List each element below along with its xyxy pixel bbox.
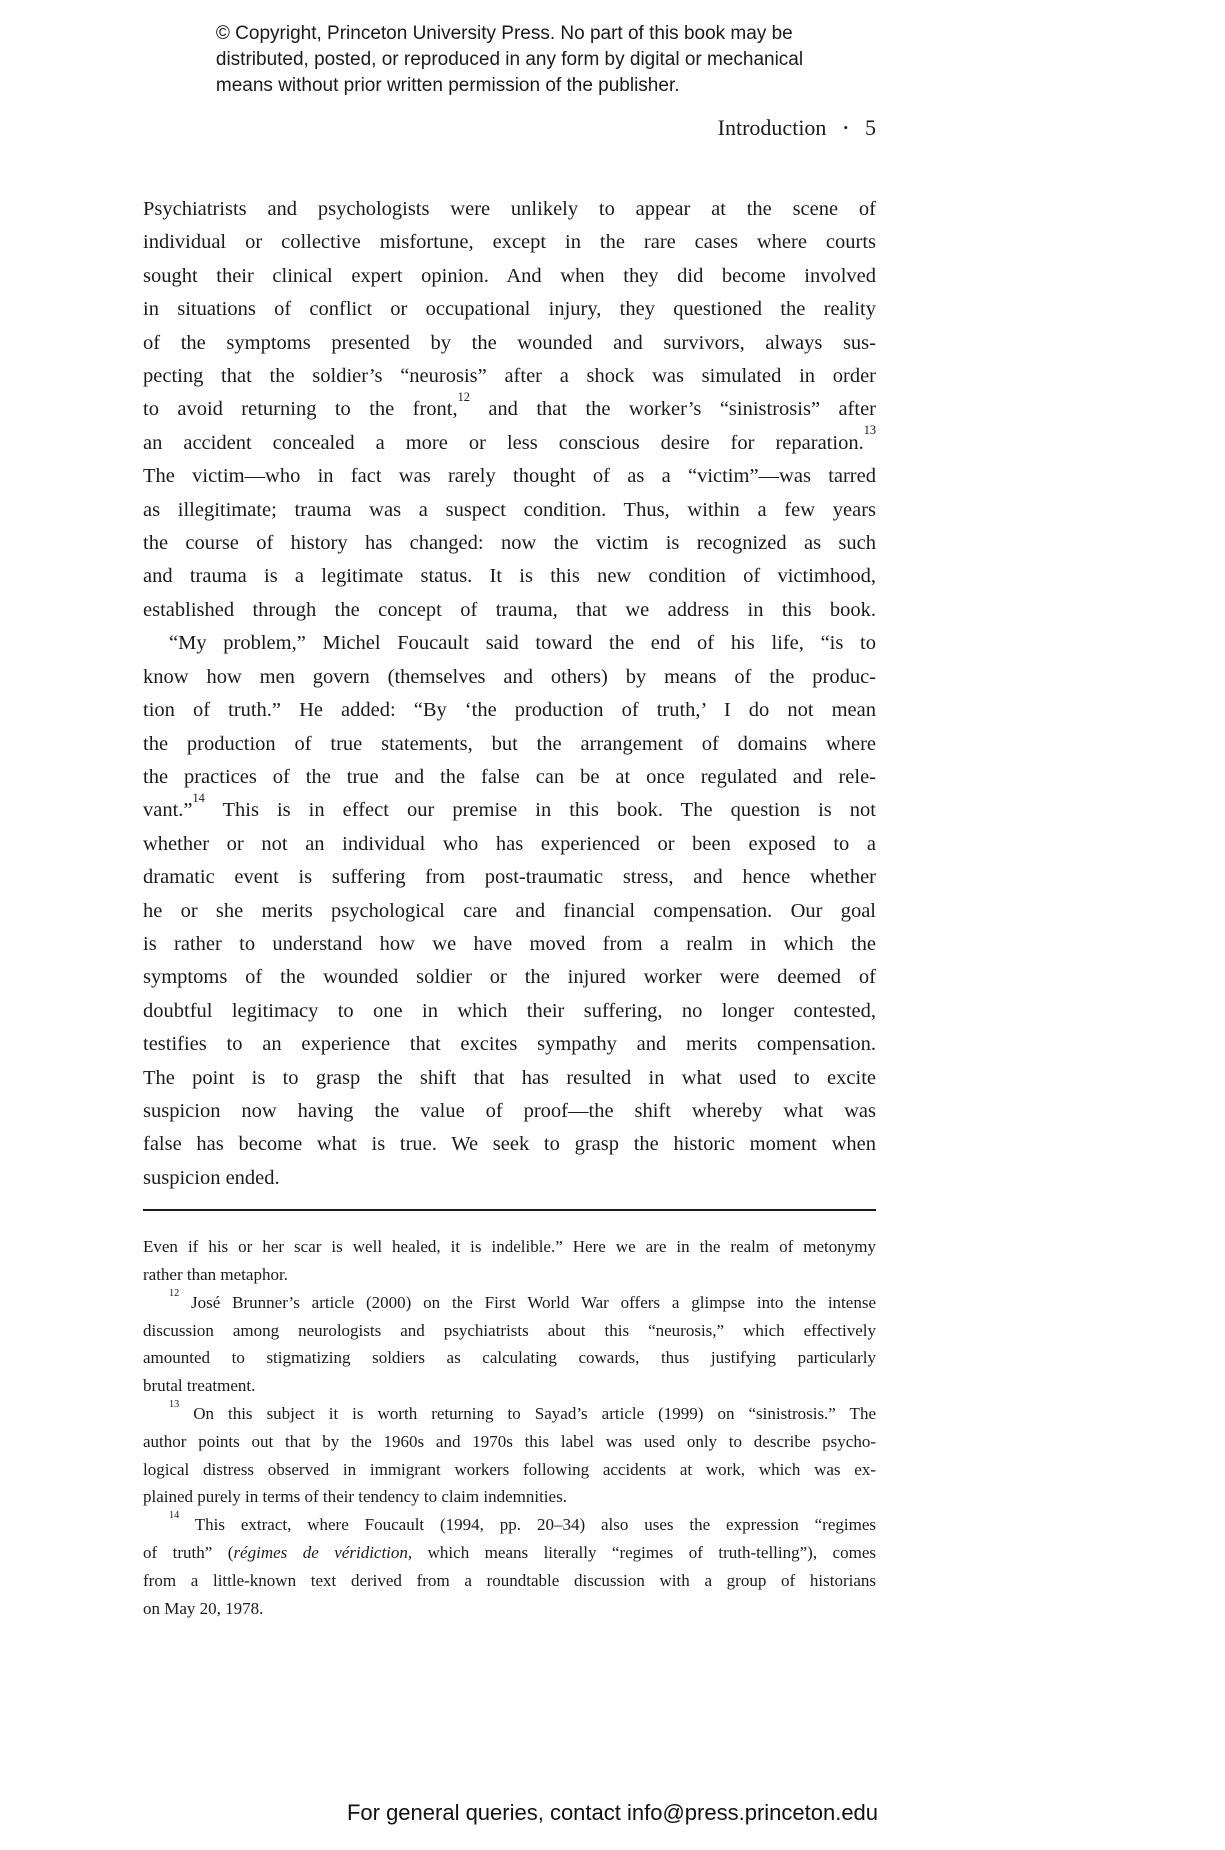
footnote-14 bbox=[143, 1511, 876, 1622]
text-run: author points out that by the 1960s and 1970s this label was used only to describe psycho- bbox=[143, 1431, 876, 1451]
text-run: suspicion ended. bbox=[143, 1166, 280, 1189]
text-run: an accident concealed a more or less conscious desire for reparation. bbox=[143, 431, 864, 454]
text-run: logical distress observed in immigrant workers following accidents at work, which was ex- bbox=[143, 1459, 876, 1479]
text-line bbox=[143, 1062, 876, 1095]
body-text bbox=[143, 193, 876, 1195]
text-line bbox=[143, 1261, 876, 1289]
text-line bbox=[143, 995, 876, 1028]
text-run: individual or collective misfortune, except in the rare cases where courts bbox=[143, 231, 876, 254]
text-line bbox=[143, 790, 876, 827]
footnote-ref: 13 bbox=[169, 1398, 180, 1410]
text-line bbox=[143, 694, 876, 727]
text-run: Psychiatrists and psychologists were unlikely to appear at the scene of bbox=[143, 198, 876, 220]
text-run: tion of truth.” He added: “By ‘the production of truth,’ I do not mean bbox=[143, 699, 876, 722]
text-line bbox=[143, 560, 876, 593]
footnotes-block bbox=[143, 1233, 876, 1622]
text-run: “My problem,” Michel Foucault said toward the end of his life, “is to bbox=[169, 632, 876, 655]
text-run: plained purely in terms of their tendency to claim indemnities. bbox=[143, 1487, 567, 1507]
section-title: Introduction bbox=[717, 114, 827, 140]
paragraph-2 bbox=[143, 627, 876, 1195]
text-line bbox=[143, 1539, 876, 1567]
text-line bbox=[143, 1128, 876, 1161]
text-column bbox=[143, 0, 876, 1622]
text-run: and trauma is a legitimate status. It is this new condition of victimhood, bbox=[143, 565, 876, 588]
text-line bbox=[143, 293, 876, 326]
italic-text: régimes de véridiction, bbox=[233, 1542, 413, 1562]
text-line bbox=[143, 389, 876, 426]
text-run: dramatic event is suffering from post-traumatic stress, and hence whether bbox=[143, 866, 876, 889]
text-line bbox=[143, 1233, 876, 1261]
footnote-separator-rule bbox=[143, 1209, 876, 1211]
text-line bbox=[143, 761, 876, 794]
text-run: pecting that the soldier’s “neurosis” after a shock was simulated in order bbox=[143, 365, 876, 388]
text-line bbox=[143, 1595, 876, 1623]
text-line bbox=[143, 1095, 876, 1128]
text-line bbox=[143, 1511, 876, 1539]
text-line bbox=[143, 594, 876, 627]
text-line bbox=[143, 1428, 876, 1456]
separator-bullet-icon: • bbox=[843, 120, 848, 135]
text-run: testifies to an experience that excites sympathy and merits compensation. bbox=[143, 1033, 876, 1056]
text-line bbox=[143, 1289, 876, 1317]
text-run: the practices of the true and the false can be at once regulated and rele- bbox=[143, 765, 876, 788]
text-run: the course of history has changed: now the victim is recognized as such bbox=[143, 532, 876, 555]
text-line bbox=[143, 961, 876, 994]
text-run: he or she merits psychological care and financial compensation. Our goal bbox=[143, 899, 876, 922]
text-run: know how men govern (themselves and others) by means of the produc- bbox=[143, 665, 876, 688]
text-run: This is in effect our premise in this book. The question is not bbox=[204, 799, 876, 822]
text-run: doubtful legitimacy to one in which their suffering, no longer contested, bbox=[143, 999, 876, 1022]
text-run: brutal treatment. bbox=[143, 1376, 256, 1396]
text-line bbox=[143, 360, 876, 393]
text-run: of truth” ( bbox=[143, 1542, 234, 1562]
text-line bbox=[143, 861, 876, 894]
text-run: symptoms of the wounded soldier or the injured worker were deemed of bbox=[143, 966, 876, 989]
text-run: Even if his or her scar is well healed, it is indelible.” Here we are in the realm of metonymy bbox=[143, 1237, 876, 1257]
text-line bbox=[143, 627, 876, 660]
text-line bbox=[143, 327, 876, 360]
text-run: from a little-known text derived from a roundtable discussion with a group of historians bbox=[143, 1570, 876, 1590]
footnote-ref: 13 bbox=[863, 423, 876, 438]
text-line bbox=[143, 193, 876, 226]
text-line bbox=[143, 1400, 876, 1428]
text-line bbox=[143, 1483, 876, 1511]
text-line bbox=[143, 1028, 876, 1061]
text-run: the production of true statements, but the arrangement of domains where bbox=[143, 732, 876, 755]
text-line bbox=[143, 1456, 876, 1484]
text-run: The victim—who in fact was rarely thought of as a “victim”—was tarred bbox=[143, 465, 876, 488]
paragraph-1 bbox=[143, 193, 876, 627]
page-number: 5 bbox=[865, 114, 876, 140]
text-line bbox=[143, 728, 876, 761]
text-run: José Brunner’s article (2000) on the First World War offers a glimpse into the intense bbox=[179, 1292, 876, 1312]
footnote-11-continuation bbox=[143, 1233, 876, 1289]
footnote-13 bbox=[143, 1400, 876, 1511]
text-line bbox=[143, 1317, 876, 1345]
running-header bbox=[143, 114, 876, 141]
text-line bbox=[143, 423, 876, 460]
footnote-ref: 14 bbox=[192, 790, 205, 805]
text-line bbox=[143, 661, 876, 694]
copyright-line: © Copyright, Princeton University Press. No part of this book may be bbox=[215, 23, 793, 44]
text-line bbox=[143, 260, 876, 293]
footnote-ref: 12 bbox=[169, 1287, 180, 1299]
text-run: vant.” bbox=[143, 799, 193, 822]
text-line bbox=[143, 895, 876, 928]
contact-line: For general queries, contact info@press.princeton.edu bbox=[346, 1800, 879, 1825]
text-line bbox=[143, 527, 876, 560]
copyright-line: distributed, posted, or reproduced in any form by digital or mechanical bbox=[215, 49, 804, 70]
copyright-line: means without prior written permission of the publisher. bbox=[215, 75, 680, 96]
text-line bbox=[143, 1372, 876, 1400]
text-run: false has become what is true. We seek to grasp the historic moment when bbox=[143, 1133, 876, 1156]
page-footer bbox=[0, 1800, 1225, 1826]
text-run: rather than metaphor. bbox=[143, 1264, 288, 1284]
copyright-notice bbox=[143, 21, 876, 99]
text-run: established through the concept of trauma, that we address in this book. bbox=[143, 598, 876, 621]
text-run: in situations of conflict or occupational injury, they questioned the reality bbox=[143, 298, 876, 321]
text-run: On this subject it is worth returning to Sayad’s article (1999) on “sinistrosis.” The bbox=[179, 1403, 876, 1423]
text-line bbox=[143, 1344, 876, 1372]
text-run: whether or not an individual who has experienced or been exposed to a bbox=[143, 832, 876, 855]
footnote-ref: 12 bbox=[457, 389, 470, 404]
text-run: The point is to grasp the shift that has resulted in what used to excite bbox=[143, 1066, 876, 1089]
text-run: This extract, where Foucault (1994, pp. 20–34) also uses the expression “regimes bbox=[179, 1515, 876, 1535]
text-line bbox=[143, 1162, 876, 1195]
text-run: which means literally “regimes of truth-telling”), comes bbox=[412, 1542, 876, 1562]
text-line bbox=[143, 226, 876, 259]
text-run: is rather to understand how we have moved from a realm in which the bbox=[143, 932, 876, 955]
text-line bbox=[143, 460, 876, 493]
footnote-ref: 14 bbox=[169, 1509, 180, 1521]
text-run: sought their clinical expert opinion. And when they did become involved bbox=[143, 264, 876, 287]
footnote-12 bbox=[143, 1289, 876, 1400]
text-line bbox=[143, 1567, 876, 1595]
text-run: suspicion now having the value of proof—the shift whereby what was bbox=[143, 1099, 876, 1122]
text-line bbox=[143, 828, 876, 861]
text-run: as illegitimate; trauma was a suspect condition. Thus, within a few years bbox=[143, 498, 876, 521]
text-run: to avoid returning to the front, bbox=[143, 398, 458, 421]
text-run: discussion among neurologists and psychiatrists about this “neurosis,” which effectively bbox=[143, 1320, 876, 1340]
text-run: amounted to stigmatizing soldiers as calculating cowards, thus justifying particularly bbox=[143, 1348, 876, 1368]
text-run: on May 20, 1978. bbox=[143, 1598, 264, 1618]
text-line bbox=[143, 928, 876, 961]
copyright-text bbox=[216, 21, 803, 99]
text-line bbox=[143, 494, 876, 527]
text-run: of the symptoms presented by the wounded and survivors, always sus- bbox=[143, 331, 876, 354]
text-run: and that the worker’s “sinistrosis” after bbox=[469, 398, 876, 421]
